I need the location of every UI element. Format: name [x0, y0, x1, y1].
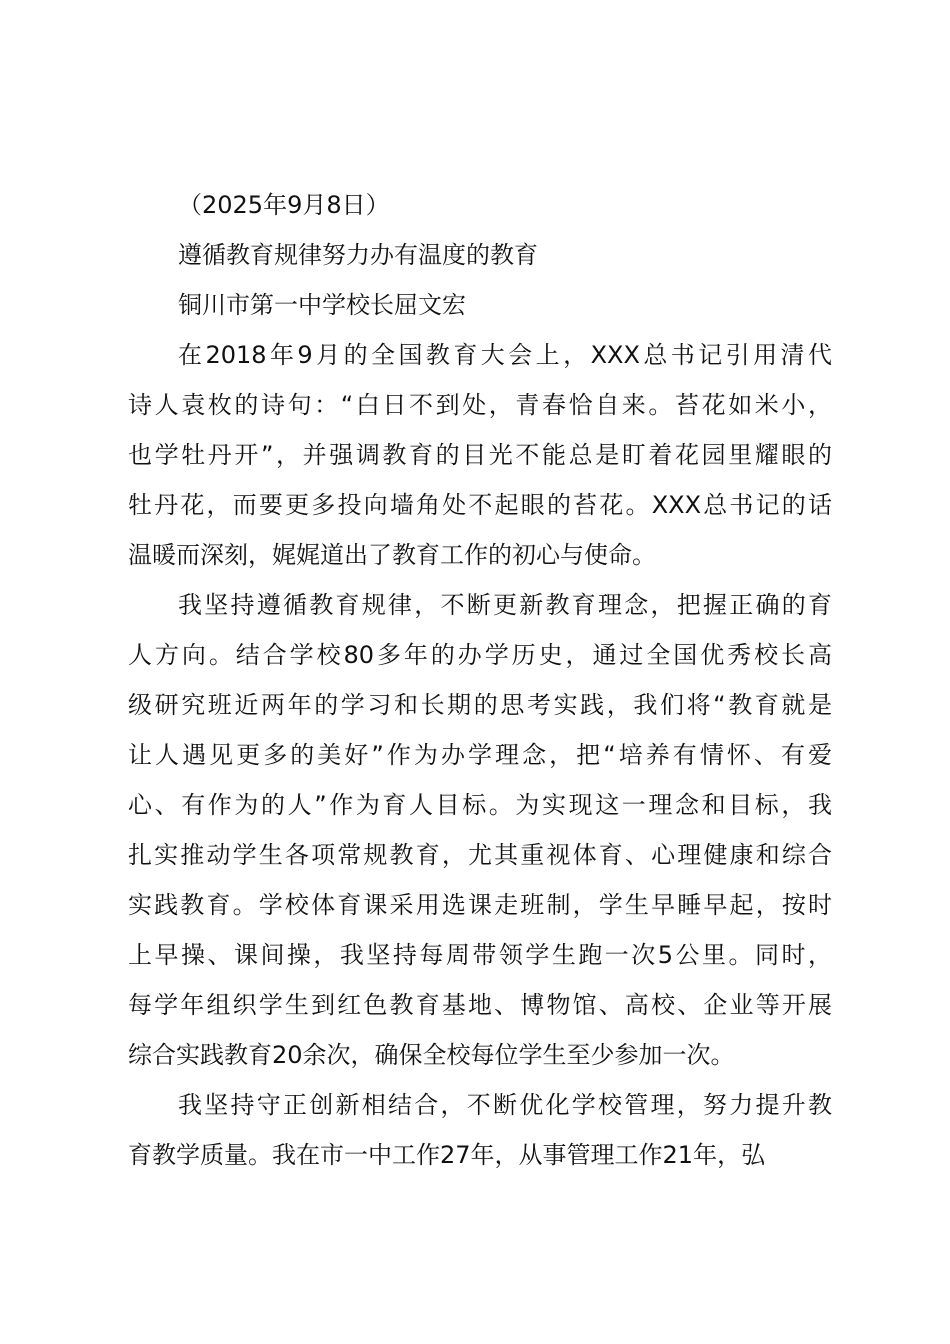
paragraph: [128, 330, 832, 580]
text-line: 我坚持守正创新相结合，不断优化学校管理，努力提升教: [178, 1091, 832, 1119]
text-line: 每学年组织学生到红色教育基地、博物馆、高校、企业等开展: [128, 991, 832, 1019]
text-line: 温暖而深刻，娓娓道出了教育工作的初心与使命。: [128, 541, 656, 569]
text-line: 育教学质量。我在市一中工作27年，从事管理工作21年，弘: [128, 1141, 766, 1169]
text-line: 让人遇见更多的美好”作为办学理念，把“培养有情怀、有爱: [128, 741, 832, 769]
text-line: 扎实推动学生各项常规教育，尤其重视体育、心理健康和综合: [128, 841, 832, 869]
text-line: 级研究班近两年的学习和长期的思考实践，我们将“教育就是: [128, 691, 832, 719]
text-line: 诗人袁枚的诗句：“白日不到处，青春恰自来。苔花如米小，: [128, 391, 832, 419]
document-body: [128, 330, 832, 1180]
text-line: 综合实践教育20余次，确保全校每位学生至少参加一次。: [128, 1041, 735, 1069]
paragraph: [128, 1080, 832, 1180]
text-line: 上早操、课间操，我坚持每周带领学生跑一次5公里。同时，: [128, 941, 832, 969]
paragraph: [128, 580, 832, 1080]
text-line: 人方向。结合学校80多年的办学历史，通过全国优秀校长高: [128, 641, 832, 669]
text-line: 在2018年9月的全国教育大会上，XXX总书记引用清代: [178, 341, 832, 369]
text-line: 也学牡丹开”，并强调教育的目光不能总是盯着花园里耀眼的: [128, 441, 832, 469]
document-author: 铜川市第一中学校长屈文宏: [178, 291, 466, 319]
document-title: 遵循教育规律努力办有温度的教育: [178, 241, 538, 269]
text-line: 心、有作为的人”作为育人目标。为实现这一理念和目标，我: [128, 791, 832, 819]
text-line: 我坚持遵循教育规律，不断更新教育理念，把握正确的育: [178, 591, 832, 619]
text-line: 实践教育。学校体育课采用选课走班制，学生早睡早起，按时: [128, 891, 832, 919]
speech-date: （2025年9月8日）: [178, 191, 390, 219]
text-line: 牡丹花，而要更多投向墙角处不起眼的苔花。XXX总书记的话: [128, 491, 832, 519]
document-page: [128, 180, 832, 1180]
